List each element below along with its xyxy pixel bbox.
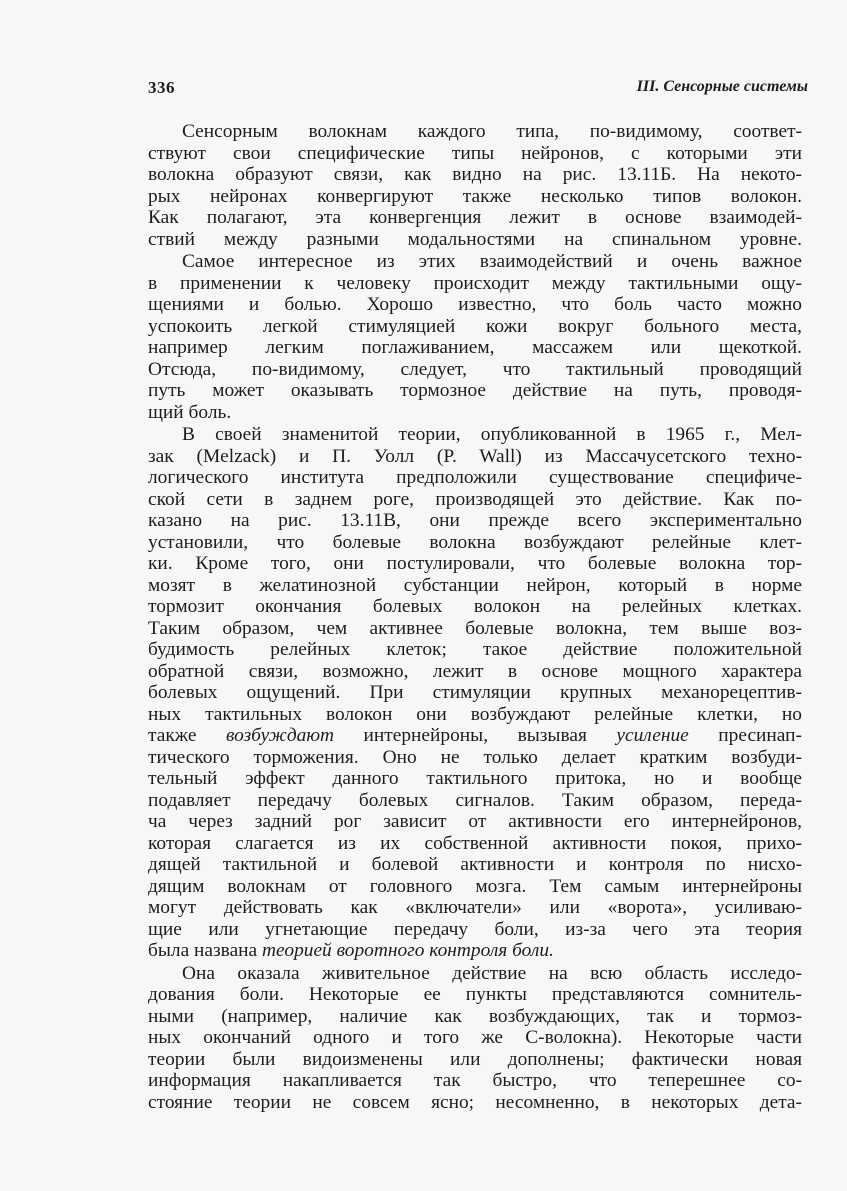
text-line: ствуют свои специфические типы нейронов, с которыми эти [148, 142, 802, 164]
text-line: ными (например, наличие как возбуждающих, так и тормоз- [148, 1005, 802, 1027]
text-line: щий боль. [148, 401, 232, 423]
text-line: ча через задний рог зависит от активности его интернейронов, [148, 811, 802, 832]
text-line: тельный эффект данного тактильного притока, но и вообще [148, 768, 802, 789]
page-number: 336 [148, 78, 175, 97]
text-line: дящей тактильной и болевой активности и контроля по нисхо- [148, 854, 802, 875]
text-line: ской сети в заднем роге, производящей это действие. Как по- [148, 488, 802, 510]
text-line: тического торможения. Оно не только делает кратким возбуди- [148, 746, 802, 768]
text-line: зак (Melzack) и П. Уолл (P. Wall) из Массачусетского техно- [148, 445, 802, 467]
text-line: логического института предположили существование специфиче- [148, 467, 802, 488]
text-line: установили, что болевые волокна возбуждают релейные клет- [148, 531, 802, 553]
text-line: щениями и болью. Хорошо известно, что боль часто можно [148, 294, 802, 315]
text-line: дящим волокнам от головного мозга. Тем самым интернейроны [148, 875, 802, 897]
text-line: рых нейронах конвергируют также несколько типов волокон. [148, 185, 802, 207]
body-text [148, 121, 802, 1113]
text-line: Отсюда, по-видимому, следует, что тактильный проводящий [148, 358, 802, 380]
text-line: Таким образом, чем активнее болевые волокна, тем выше воз- [148, 617, 802, 639]
text-line: успокоить легкой стимуляцией кожи вокруг больного места, [148, 315, 802, 337]
text-line: щие или угнетающие передачу боли, из-за чего эта теория [148, 918, 802, 940]
text-line: ных окончаний одного и того же С-волокна). Некоторые части [148, 1027, 802, 1048]
text-line: мозят в желатинозной субстанции нейрон, который в норме [148, 574, 802, 596]
page-header [148, 78, 808, 102]
text-line: ствий между разными модальностями на спинальном уровне. [148, 228, 802, 250]
text-line: казано на рис. 13.11В, они прежде всего экспериментально [148, 510, 802, 531]
text-line-with-italics: также возбуждают интернейроны, вызывая усиление пресинап- [148, 725, 802, 746]
text-line: стояние теории не совсем ясно; несомненно, в некоторых дета- [148, 1091, 802, 1113]
text-line: Самое интересное из этих взаимодействий и очень важное [182, 251, 802, 272]
running-head: III. Сенсорные системы [636, 78, 808, 95]
text-line: ки. Кроме того, они постулировали, что болевые волокна тор- [148, 553, 802, 574]
text-line-with-italics: была названа теорией воротного контроля боли. [148, 940, 554, 961]
text-line: например легким поглаживанием, массажем или щекоткой. [148, 337, 802, 358]
text-line: могут действовать как «включатели» или «ворота», усиливаю- [148, 897, 802, 918]
text-line: ных тактильных волокон они возбуждают релейные клетки, но [148, 703, 802, 725]
text-line: которая слагается из их собственной активности покоя, прихо- [148, 832, 802, 854]
text-line: Сенсорным волокнам каждого типа, по-видимому, соответ- [182, 121, 802, 142]
text-line: обратной связи, возможно, лежит в основе мощного характера [148, 660, 802, 682]
text-line: дования боли. Некоторые ее пункты представляются сомнитель- [148, 984, 802, 1005]
italic-text: возбуждают [226, 725, 335, 746]
text-line: будимость релейных клеток; такое действие положительной [148, 639, 802, 660]
text-line: подавляет передачу болевых сигналов. Таким образом, переда- [148, 789, 802, 811]
italic-text: теорией воротного контроля боли. [262, 940, 554, 961]
text-line: тормозит окончания болевых волокон на релейных клетках. [148, 596, 802, 617]
text-line: Она оказала живительное действие на всю область исследо- [182, 962, 802, 984]
text-line: болевых ощущений. При стимуляции крупных механорецептив- [148, 682, 802, 703]
text-line: в применении к человеку происходит между тактильными ощу- [148, 272, 802, 294]
text-line: В своей знаменитой теории, опубликованной в 1965 г., Мел- [182, 424, 802, 445]
text-line: Как полагают, эта конвергенция лежит в основе взаимодей- [148, 207, 802, 228]
text-line: теории были видоизменены или дополнены; фактически новая [148, 1048, 802, 1070]
italic-text: усиление [616, 725, 689, 746]
text-line: путь может оказывать тормозное действие на путь, проводя- [148, 380, 802, 401]
text-line: волокна образуют связи, как видно на рис. 13.11Б. На некото- [148, 164, 802, 185]
text-line: информация накапливается так быстро, что теперешнее со- [148, 1070, 802, 1091]
